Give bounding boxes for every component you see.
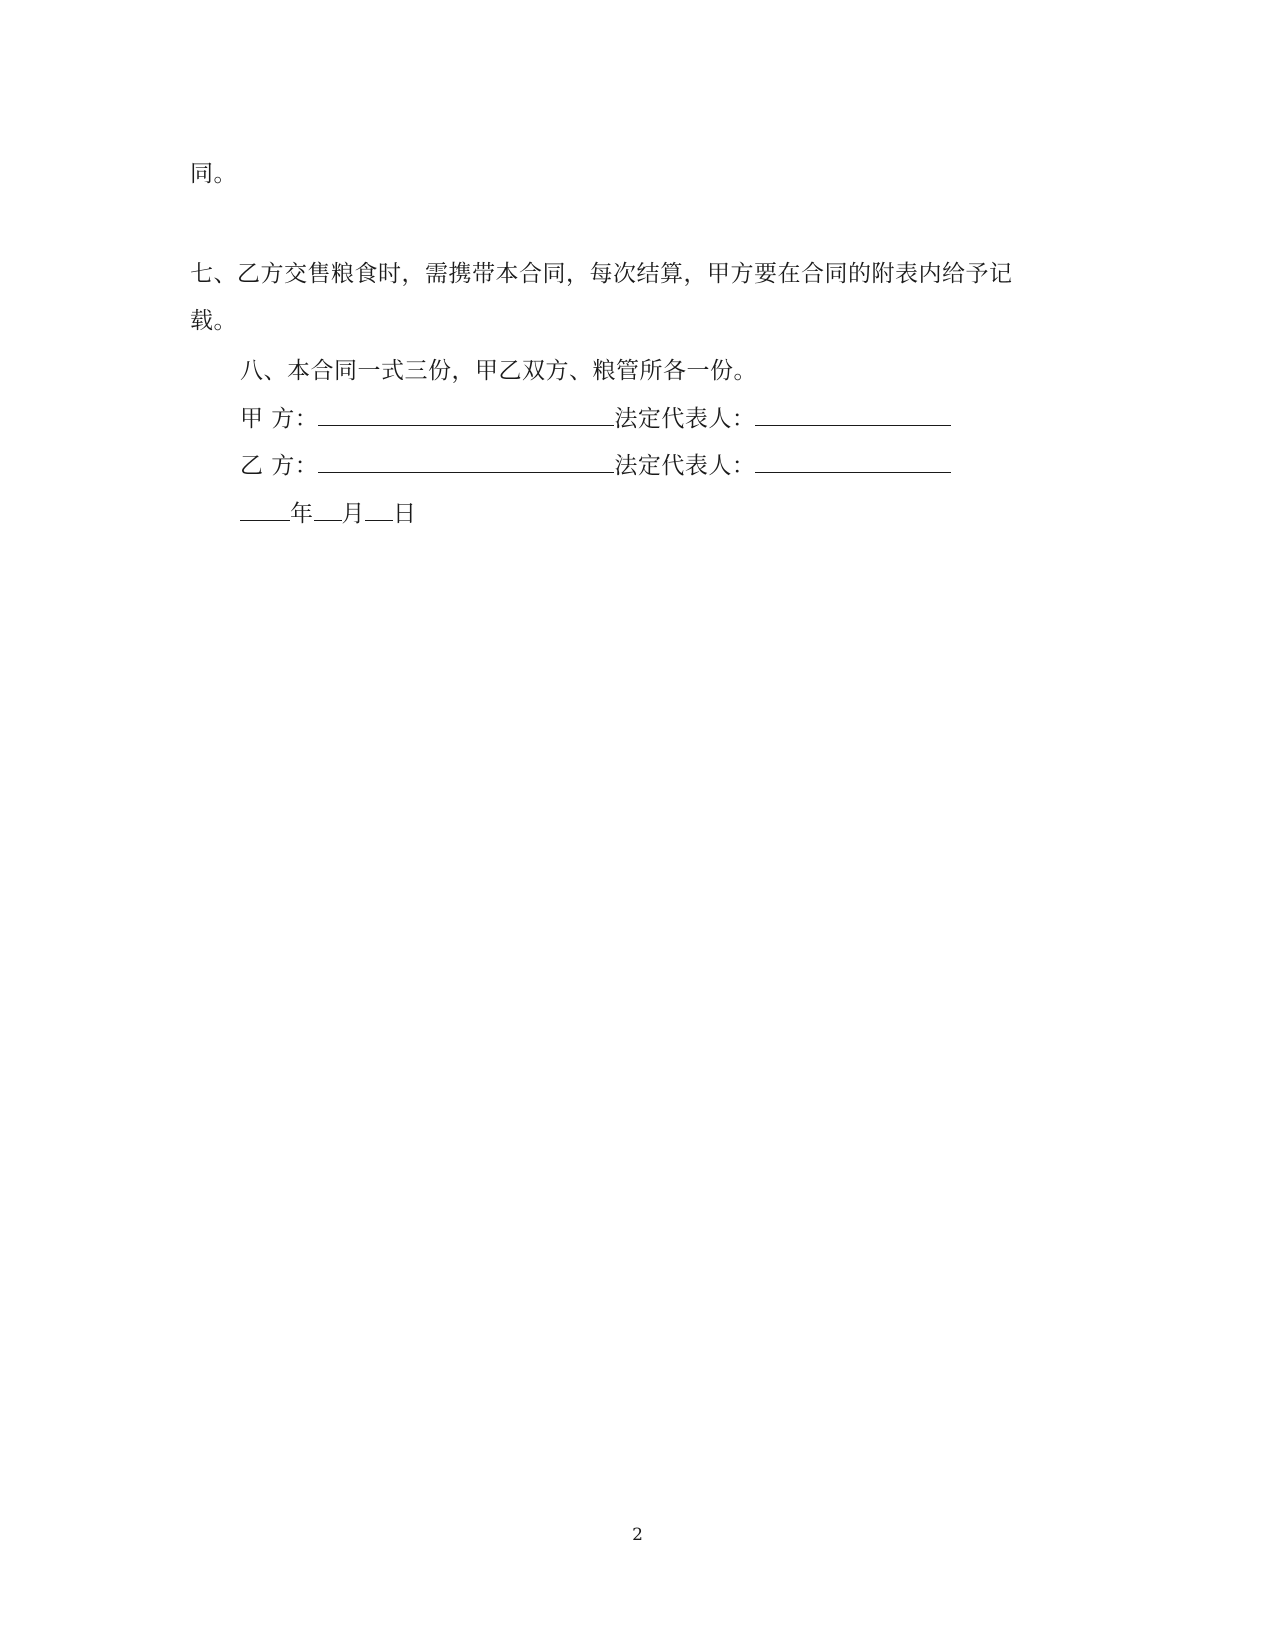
paragraph-7-line-1: 七、乙方交售粮食时，需携带本合同，每次结算，甲方要在合同的附表内给予记 bbox=[190, 261, 1013, 287]
date-line bbox=[240, 498, 417, 530]
party-a-label: 甲 方： bbox=[240, 406, 319, 432]
page-number: 2 bbox=[632, 1525, 643, 1545]
month-label: 月 bbox=[341, 501, 365, 527]
party-a-legal-rep-label: 法定代表人： bbox=[614, 406, 756, 432]
party-b-signature-line bbox=[240, 450, 951, 482]
party-b-label: 乙 方： bbox=[240, 453, 319, 479]
paragraph-8: 八、本合同一式三份，甲乙双方、粮管所各一份。 bbox=[240, 358, 757, 384]
party-a-name-blank bbox=[318, 403, 614, 426]
party-a-legal-rep-blank bbox=[755, 403, 951, 426]
paragraph-6-continuation: 同。 bbox=[190, 161, 237, 187]
party-b-legal-rep-blank bbox=[755, 450, 951, 473]
month-blank bbox=[314, 498, 342, 521]
year-label: 年 bbox=[290, 501, 314, 527]
year-blank bbox=[240, 498, 290, 521]
day-label: 日 bbox=[393, 501, 417, 527]
day-blank bbox=[365, 498, 393, 521]
paragraph-7-line-2: 载。 bbox=[190, 308, 237, 334]
party-b-legal-rep-label: 法定代表人： bbox=[614, 453, 756, 479]
party-a-signature-line bbox=[240, 403, 951, 435]
party-b-name-blank bbox=[318, 450, 614, 473]
